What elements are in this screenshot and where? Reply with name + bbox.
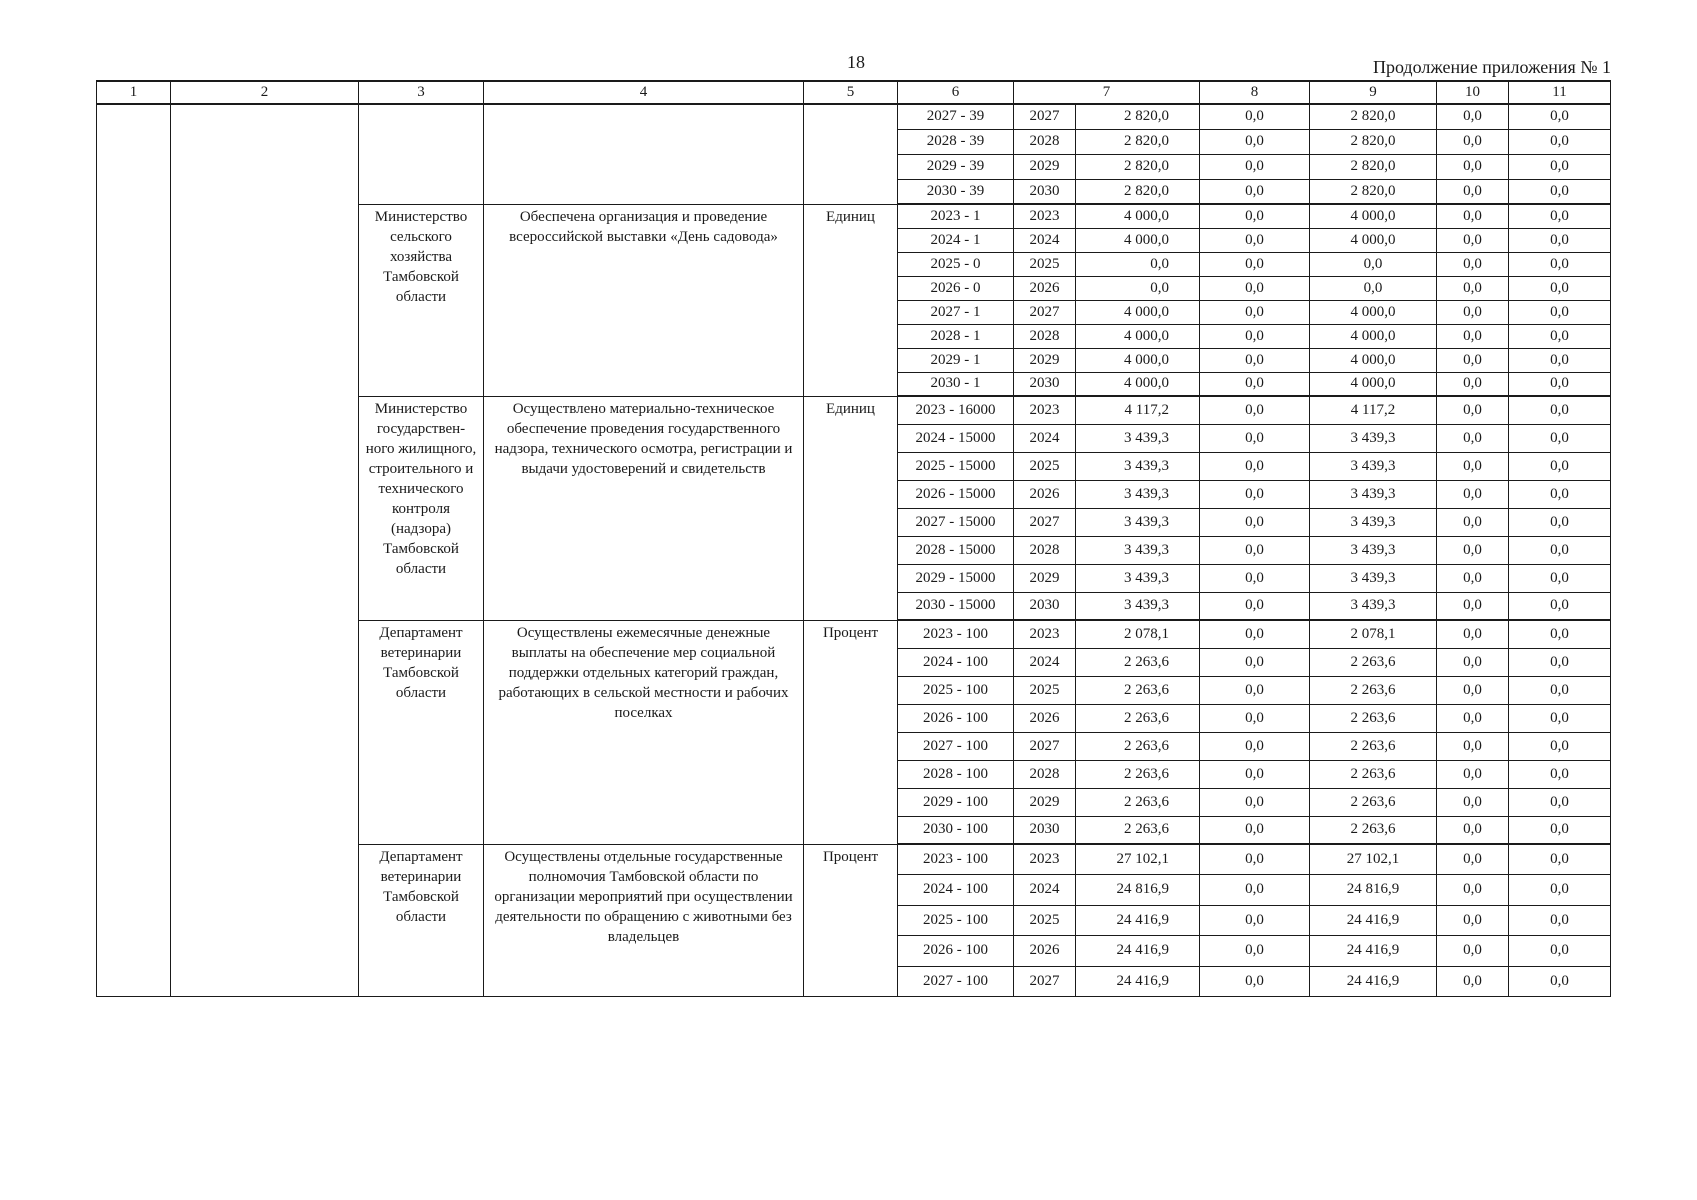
column-header: 7 [1014,81,1200,104]
col11-value: 0,0 [1509,966,1611,997]
col9-value: 2 263,6 [1310,676,1437,704]
col8-value: 0,0 [1200,844,1310,875]
col10-value: 0,0 [1437,508,1509,536]
col11-value: 0,0 [1509,648,1611,676]
appendix-table [96,80,1611,997]
col11-value: 0,0 [1509,154,1611,179]
row-code: 2027 - 1 [898,300,1014,324]
unit-cell [804,104,898,204]
column-header: 8 [1200,81,1310,104]
col10-value: 0,0 [1437,396,1509,424]
continuation-label: Продолжение приложения № 1 [1372,57,1611,77]
row-code: 2027 - 100 [898,732,1014,760]
col9-value: 27 102,1 [1310,844,1437,875]
col11-value: 0,0 [1509,104,1611,129]
col7-value: 4 000,0 [1076,324,1200,348]
row-year: 2025 [1014,676,1076,704]
row-code: 2030 - 100 [898,816,1014,844]
col10-value: 0,0 [1437,179,1509,204]
unit-cell: Единиц [804,204,898,396]
row-year: 2024 [1014,875,1076,906]
col8-value: 0,0 [1200,154,1310,179]
col10-value: 0,0 [1437,966,1509,997]
col10-value: 0,0 [1437,564,1509,592]
col11-value: 0,0 [1509,372,1611,396]
col10-value: 0,0 [1437,154,1509,179]
column-1-blank [97,104,171,997]
col8-value: 0,0 [1200,760,1310,788]
col7-value: 2 820,0 [1076,104,1200,129]
col11-value: 0,0 [1509,228,1611,252]
col11-value: 0,0 [1509,204,1611,228]
col11-value: 0,0 [1509,396,1611,424]
col11-value: 0,0 [1509,452,1611,480]
col7-value: 2 820,0 [1076,179,1200,204]
col10-value: 0,0 [1437,300,1509,324]
col7-value: 4 000,0 [1076,348,1200,372]
row-year: 2028 [1014,536,1076,564]
row-code: 2024 - 100 [898,875,1014,906]
col9-value: 4 000,0 [1310,300,1437,324]
row-code: 2024 - 100 [898,648,1014,676]
col8-value: 0,0 [1200,372,1310,396]
col9-value: 24 416,9 [1310,966,1437,997]
col8-value: 0,0 [1200,508,1310,536]
col9-value: 2 263,6 [1310,816,1437,844]
col8-value: 0,0 [1200,536,1310,564]
row-code: 2027 - 100 [898,966,1014,997]
row-year: 2029 [1014,564,1076,592]
col11-value: 0,0 [1509,760,1611,788]
result-cell: Осуществлены ежемесячные денежные выплаты на обеспечение мер социальной поддержки отдельных категорий граждан, работающих в сельской местности и рабочих поселках [484,620,804,844]
column-header: 5 [804,81,898,104]
column-header: 2 [171,81,359,104]
row-year: 2027 [1014,104,1076,129]
col7-value: 3 439,3 [1076,452,1200,480]
unit-cell: Единиц [804,396,898,620]
col11-value: 0,0 [1509,508,1611,536]
result-cell: Осуществлены отдельные государственные полномочия Тамбовской области по организации мероприятий при осуществлении деятельности по обращению с животными без владельцев [484,844,804,997]
col8-value: 0,0 [1200,228,1310,252]
row-code: 2025 - 100 [898,905,1014,936]
col11-value: 0,0 [1509,704,1611,732]
col9-value: 2 263,6 [1310,732,1437,760]
row-code: 2025 - 100 [898,676,1014,704]
row-year: 2027 [1014,508,1076,536]
col7-value: 24 416,9 [1076,905,1200,936]
row-year: 2030 [1014,372,1076,396]
unit-cell: Процент [804,620,898,844]
col7-value: 24 416,9 [1076,966,1200,997]
col9-value: 24 816,9 [1310,875,1437,906]
col11-value: 0,0 [1509,732,1611,760]
col11-value: 0,0 [1509,480,1611,508]
col7-value: 4 000,0 [1076,204,1200,228]
col7-value: 2 263,6 [1076,760,1200,788]
row-year: 2025 [1014,252,1076,276]
row-year: 2027 [1014,300,1076,324]
row-code: 2028 - 100 [898,760,1014,788]
row-year: 2026 [1014,936,1076,967]
col10-value: 0,0 [1437,816,1509,844]
col11-value: 0,0 [1509,676,1611,704]
col9-value: 3 439,3 [1310,536,1437,564]
row-year: 2025 [1014,905,1076,936]
row-year: 2029 [1014,154,1076,179]
col8-value: 0,0 [1200,905,1310,936]
row-code: 2029 - 39 [898,154,1014,179]
executor-cell: Министерство государствен-ного жилищного, строительного и технического контроля (надзора) Тамбовской области [359,396,484,620]
col11-value: 0,0 [1509,179,1611,204]
col8-value: 0,0 [1200,648,1310,676]
col9-value: 3 439,3 [1310,480,1437,508]
col10-value: 0,0 [1437,276,1509,300]
col7-value: 4 000,0 [1076,300,1200,324]
col7-value: 27 102,1 [1076,844,1200,875]
col7-value: 2 263,6 [1076,788,1200,816]
col9-value: 2 078,1 [1310,620,1437,648]
col9-value: 2 820,0 [1310,179,1437,204]
column-header: 10 [1437,81,1509,104]
col9-value: 4 000,0 [1310,204,1437,228]
col9-value: 2 820,0 [1310,129,1437,154]
row-year: 2024 [1014,424,1076,452]
col8-value: 0,0 [1200,252,1310,276]
col11-value: 0,0 [1509,936,1611,967]
row-year: 2028 [1014,760,1076,788]
row-year: 2024 [1014,648,1076,676]
col7-value: 4 000,0 [1076,372,1200,396]
col9-value: 2 263,6 [1310,760,1437,788]
row-code: 2027 - 39 [898,104,1014,129]
row-code: 2025 - 0 [898,252,1014,276]
col11-value: 0,0 [1509,536,1611,564]
row-code: 2024 - 15000 [898,424,1014,452]
col11-value: 0,0 [1509,276,1611,300]
row-year: 2026 [1014,704,1076,732]
col10-value: 0,0 [1437,372,1509,396]
col8-value: 0,0 [1200,620,1310,648]
col9-value: 4 000,0 [1310,228,1437,252]
col7-value: 3 439,3 [1076,536,1200,564]
col9-value: 2 263,6 [1310,648,1437,676]
col9-value: 3 439,3 [1310,508,1437,536]
col7-value: 4 000,0 [1076,228,1200,252]
row-year: 2024 [1014,228,1076,252]
col7-value: 0,0 [1076,252,1200,276]
col10-value: 0,0 [1437,592,1509,620]
table-body [97,104,1611,997]
col9-value: 24 416,9 [1310,936,1437,967]
col8-value: 0,0 [1200,452,1310,480]
col9-value: 3 439,3 [1310,592,1437,620]
row-code: 2026 - 100 [898,936,1014,967]
col11-value: 0,0 [1509,324,1611,348]
row-year: 2030 [1014,179,1076,204]
col10-value: 0,0 [1437,676,1509,704]
col10-value: 0,0 [1437,204,1509,228]
row-year: 2023 [1014,204,1076,228]
col11-value: 0,0 [1509,300,1611,324]
row-code: 2029 - 1 [898,348,1014,372]
col9-value: 3 439,3 [1310,424,1437,452]
col9-value: 2 820,0 [1310,104,1437,129]
col7-value: 2 263,6 [1076,816,1200,844]
col7-value: 2 820,0 [1076,154,1200,179]
col11-value: 0,0 [1509,252,1611,276]
column-header: 3 [359,81,484,104]
col7-value: 2 078,1 [1076,620,1200,648]
col10-value: 0,0 [1437,936,1509,967]
page-number: 18 [847,52,865,72]
col9-value: 4 000,0 [1310,372,1437,396]
col10-value: 0,0 [1437,620,1509,648]
col9-value: 3 439,3 [1310,564,1437,592]
col11-value: 0,0 [1509,592,1611,620]
result-cell: Обеспечена организация и проведение всероссийской выставки «День садовода» [484,204,804,396]
result-cell [484,104,804,204]
col10-value: 0,0 [1437,348,1509,372]
col9-value: 0,0 [1310,252,1437,276]
row-year: 2028 [1014,324,1076,348]
col10-value: 0,0 [1437,905,1509,936]
col10-value: 0,0 [1437,424,1509,452]
col8-value: 0,0 [1200,936,1310,967]
col8-value: 0,0 [1200,204,1310,228]
col9-value: 4 117,2 [1310,396,1437,424]
col8-value: 0,0 [1200,300,1310,324]
col11-value: 0,0 [1509,348,1611,372]
row-code: 2026 - 15000 [898,480,1014,508]
col10-value: 0,0 [1437,732,1509,760]
col10-value: 0,0 [1437,129,1509,154]
col8-value: 0,0 [1200,966,1310,997]
row-code: 2023 - 1 [898,204,1014,228]
result-cell: Осуществлено материально-техническое обеспечение проведения государственного надзора, технического осмотра, регистрации и выдачи удостоверений и свидетельств [484,396,804,620]
col8-value: 0,0 [1200,276,1310,300]
col7-value: 3 439,3 [1076,592,1200,620]
col8-value: 0,0 [1200,104,1310,129]
row-code: 2027 - 15000 [898,508,1014,536]
col10-value: 0,0 [1437,536,1509,564]
col7-value: 3 439,3 [1076,480,1200,508]
row-year: 2023 [1014,620,1076,648]
col9-value: 24 416,9 [1310,905,1437,936]
col8-value: 0,0 [1200,875,1310,906]
row-code: 2023 - 16000 [898,396,1014,424]
executor-cell [359,104,484,204]
col10-value: 0,0 [1437,452,1509,480]
row-code: 2030 - 1 [898,372,1014,396]
col8-value: 0,0 [1200,396,1310,424]
col10-value: 0,0 [1437,324,1509,348]
col7-value: 3 439,3 [1076,508,1200,536]
column-header: 9 [1310,81,1437,104]
col8-value: 0,0 [1200,424,1310,452]
row-year: 2027 [1014,732,1076,760]
row-code: 2028 - 15000 [898,536,1014,564]
column-header: 4 [484,81,804,104]
col8-value: 0,0 [1200,179,1310,204]
row-year: 2029 [1014,788,1076,816]
col10-value: 0,0 [1437,228,1509,252]
row-year: 2023 [1014,844,1076,875]
table-row [97,104,1611,129]
col9-value: 2 820,0 [1310,154,1437,179]
col11-value: 0,0 [1509,875,1611,906]
col9-value: 2 263,6 [1310,704,1437,732]
col11-value: 0,0 [1509,905,1611,936]
col7-value: 24 416,9 [1076,936,1200,967]
row-year: 2029 [1014,348,1076,372]
col7-value: 0,0 [1076,276,1200,300]
col8-value: 0,0 [1200,732,1310,760]
col7-value: 3 439,3 [1076,564,1200,592]
col10-value: 0,0 [1437,875,1509,906]
col11-value: 0,0 [1509,816,1611,844]
row-code: 2023 - 100 [898,620,1014,648]
col7-value: 2 263,6 [1076,648,1200,676]
col10-value: 0,0 [1437,480,1509,508]
col11-value: 0,0 [1509,844,1611,875]
col10-value: 0,0 [1437,788,1509,816]
row-year: 2030 [1014,592,1076,620]
col10-value: 0,0 [1437,648,1509,676]
col8-value: 0,0 [1200,676,1310,704]
col10-value: 0,0 [1437,252,1509,276]
row-code: 2025 - 15000 [898,452,1014,480]
col10-value: 0,0 [1437,760,1509,788]
col8-value: 0,0 [1200,129,1310,154]
executor-cell: Министерство сельского хозяйства Тамбовской области [359,204,484,396]
row-code: 2030 - 39 [898,179,1014,204]
col11-value: 0,0 [1509,129,1611,154]
row-code: 2028 - 1 [898,324,1014,348]
col9-value: 4 000,0 [1310,348,1437,372]
col7-value: 4 117,2 [1076,396,1200,424]
col11-value: 0,0 [1509,788,1611,816]
col10-value: 0,0 [1437,104,1509,129]
row-code: 2023 - 100 [898,844,1014,875]
column-header: 1 [97,81,171,104]
col10-value: 0,0 [1437,844,1509,875]
executor-cell: Департамент ветеринарии Тамбовской области [359,844,484,997]
row-year: 2025 [1014,452,1076,480]
col9-value: 2 263,6 [1310,788,1437,816]
col8-value: 0,0 [1200,348,1310,372]
col8-value: 0,0 [1200,704,1310,732]
row-code: 2026 - 100 [898,704,1014,732]
col9-value: 0,0 [1310,276,1437,300]
col9-value: 3 439,3 [1310,452,1437,480]
row-code: 2028 - 39 [898,129,1014,154]
row-year: 2030 [1014,816,1076,844]
col11-value: 0,0 [1509,564,1611,592]
col7-value: 2 820,0 [1076,129,1200,154]
row-year: 2027 [1014,966,1076,997]
row-year: 2023 [1014,396,1076,424]
col8-value: 0,0 [1200,816,1310,844]
col7-value: 24 816,9 [1076,875,1200,906]
col8-value: 0,0 [1200,324,1310,348]
row-code: 2026 - 0 [898,276,1014,300]
col8-value: 0,0 [1200,564,1310,592]
col11-value: 0,0 [1509,620,1611,648]
col7-value: 2 263,6 [1076,704,1200,732]
col11-value: 0,0 [1509,424,1611,452]
column-2-blank [171,104,359,997]
row-year: 2026 [1014,480,1076,508]
col7-value: 2 263,6 [1076,676,1200,704]
row-year: 2026 [1014,276,1076,300]
col9-value: 4 000,0 [1310,324,1437,348]
col8-value: 0,0 [1200,788,1310,816]
row-code: 2029 - 100 [898,788,1014,816]
executor-cell: Департамент ветеринарии Тамбовской области [359,620,484,844]
row-code: 2030 - 15000 [898,592,1014,620]
column-number-row [97,81,1611,104]
col8-value: 0,0 [1200,480,1310,508]
col7-value: 2 263,6 [1076,732,1200,760]
column-header: 11 [1509,81,1611,104]
unit-cell: Процент [804,844,898,997]
col10-value: 0,0 [1437,704,1509,732]
row-year: 2028 [1014,129,1076,154]
col8-value: 0,0 [1200,592,1310,620]
row-code: 2024 - 1 [898,228,1014,252]
column-header: 6 [898,81,1014,104]
col7-value: 3 439,3 [1076,424,1200,452]
row-code: 2029 - 15000 [898,564,1014,592]
